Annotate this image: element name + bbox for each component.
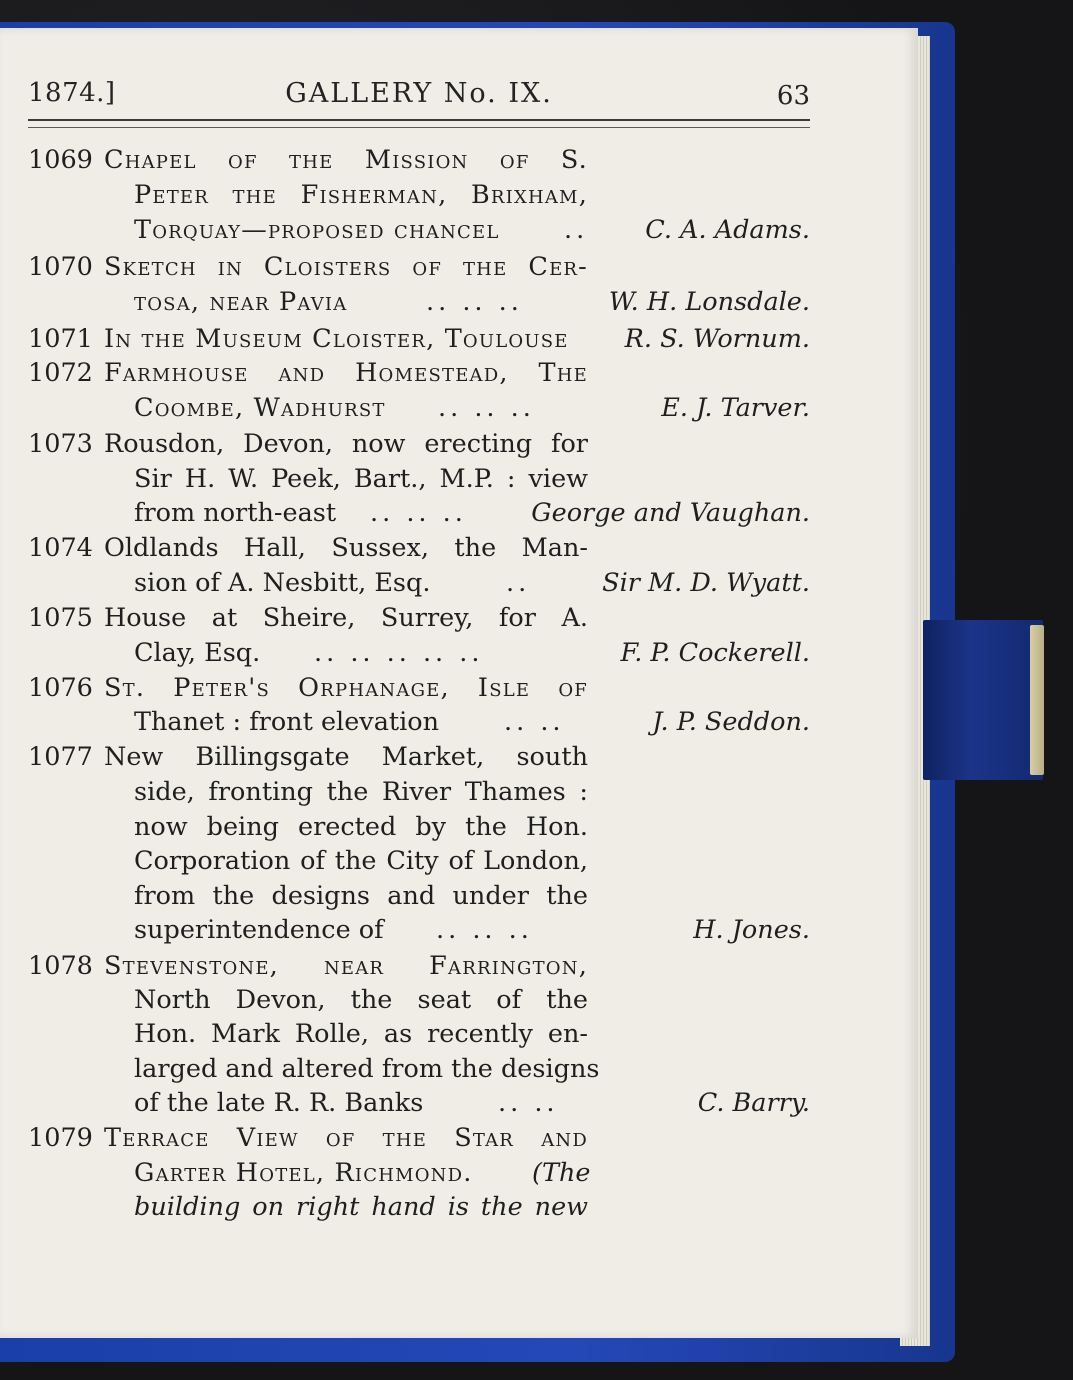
running-head-title: GALLERY No. IX. [285, 78, 553, 109]
entry-italic-note: building on right hand is the new [134, 1192, 588, 1222]
entry-italic-note: (The [532, 1158, 591, 1188]
entry-line [28, 531, 810, 565]
entry-number: 1077 [28, 742, 93, 772]
leader-dots: .. [506, 568, 531, 598]
entry-line [28, 285, 810, 319]
entry-artist: J. P. Seddon. [652, 707, 810, 737]
entry-title: tosa, near Pavia [134, 287, 348, 317]
entry-artist: F. P. Cockerell. [620, 638, 810, 668]
entry-title: Garter Hotel, Richmond. [134, 1158, 473, 1188]
entry-title: Coombe, Wadhurst [134, 393, 386, 423]
entry-title: Corporation of the City of London, [134, 846, 588, 876]
entry-title: Rousdon, Devon, now erecting for [104, 429, 588, 459]
entry-line [28, 1156, 810, 1190]
entry-line [28, 810, 810, 844]
entry-artist: H. Jones. [693, 915, 810, 945]
entry-line [28, 391, 810, 425]
ribbon-edge [1030, 625, 1044, 775]
leader-dots: .. .. .. .. .. [314, 638, 484, 668]
entry-line [28, 462, 810, 496]
entry-artist: C. Barry. [697, 1088, 810, 1118]
leader-dots: .. [564, 215, 589, 245]
entry-line [28, 143, 810, 177]
entry-line [28, 913, 810, 947]
entry-line [28, 566, 810, 600]
leader-dots: .. .. .. [426, 287, 523, 317]
entry-line [28, 1017, 810, 1051]
entry-title: Peter the Fisherman, Brixham, [134, 180, 588, 210]
running-head-year: 1874.] [28, 78, 116, 108]
entry-line [28, 496, 810, 530]
entry-line [28, 983, 810, 1017]
entry-number: 1071 [28, 324, 93, 354]
entry-artist: W. H. Lonsdale. [608, 287, 810, 317]
entry-line [28, 322, 810, 356]
leader-dots: .. .. [498, 1088, 559, 1118]
entry-line [28, 1086, 810, 1120]
entry-number: 1078 [28, 951, 93, 981]
entry-title: now being erected by the Hon. [134, 812, 588, 842]
entry-line [28, 178, 810, 212]
entry-title: In the Museum Cloister, Toulouse [104, 324, 569, 354]
entry-title: from north-east [134, 498, 337, 528]
entry-line [28, 671, 810, 705]
entry-title: Thanet : front elevation [134, 707, 440, 737]
entry-title: larged and altered from the designs [134, 1054, 600, 1084]
entry-title: Farmhouse and Homestead, The [104, 358, 588, 388]
entry-line [28, 879, 810, 913]
entry-line [28, 1052, 810, 1086]
entry-title: Oldlands Hall, Sussex, the Man- [104, 533, 588, 563]
entry-title: Torquay—proposed chancel [134, 215, 500, 245]
entry-number: 1074 [28, 533, 93, 563]
entry-title: sion of A. Nesbitt, Esq. [134, 568, 431, 598]
entry-title: side, fronting the River Thames : [134, 777, 588, 807]
entry-artist: R. S. Wornum. [624, 324, 810, 354]
entry-title: Stevenstone, near Farrington, [104, 951, 588, 981]
entry-artist: Sir M. D. Wyatt. [602, 568, 810, 598]
bookmark-ribbon[interactable] [923, 620, 1043, 780]
entry-number: 1076 [28, 673, 93, 703]
entry-number: 1079 [28, 1123, 93, 1153]
entry-line [28, 775, 810, 809]
entry-title: from the designs and under the [134, 881, 588, 911]
entry-title: Sir H. W. Peek, Bart., M.P. : view [134, 464, 588, 494]
entry-line [28, 949, 810, 983]
entry-number: 1075 [28, 603, 93, 633]
entry-title: North Devon, the seat of the [134, 985, 588, 1015]
entry-title: superintendence of [134, 915, 384, 945]
entry-title: Sketch in Cloisters of the Cer- [104, 252, 588, 282]
entry-title: New Billingsgate Market, south [104, 742, 588, 772]
leader-dots: .. .. [504, 707, 565, 737]
entry-title: Chapel of the Mission of S. [104, 145, 588, 175]
entry-number: 1073 [28, 429, 93, 459]
entry-line [28, 844, 810, 878]
entry-title: Hon. Mark Rolle, as recently en- [134, 1019, 588, 1049]
entry-artist: George and Vaughan. [531, 498, 810, 528]
entry-title: St. Peter's Orphanage, Isle of [104, 673, 588, 703]
entry-line [28, 427, 810, 461]
entry-title: Clay, Esq. [134, 638, 261, 668]
page-number: 63 [776, 81, 810, 111]
entry-line [28, 636, 810, 670]
leader-dots: .. .. .. [436, 915, 533, 945]
entry-line [28, 740, 810, 774]
entry-line [28, 601, 810, 635]
entry-number: 1072 [28, 358, 93, 388]
entry-line [28, 1190, 810, 1224]
entry-line [28, 705, 810, 739]
entry-line [28, 250, 810, 284]
entry-artist: C. A. Adams. [645, 215, 810, 245]
entry-title: House at Sheire, Surrey, for A. [104, 603, 588, 633]
entry-line [28, 213, 810, 247]
entry-title: Terrace View of the Star and [104, 1123, 588, 1153]
entry-line [28, 1121, 810, 1155]
entry-title: of the late R. R. Banks [134, 1088, 424, 1118]
entry-line [28, 356, 810, 390]
entry-number: 1070 [28, 252, 93, 282]
entry-number: 1069 [28, 145, 93, 175]
leader-dots: .. .. .. [370, 498, 467, 528]
entry-artist: E. J. Tarver. [661, 393, 810, 423]
leader-dots: .. .. .. [438, 393, 535, 423]
